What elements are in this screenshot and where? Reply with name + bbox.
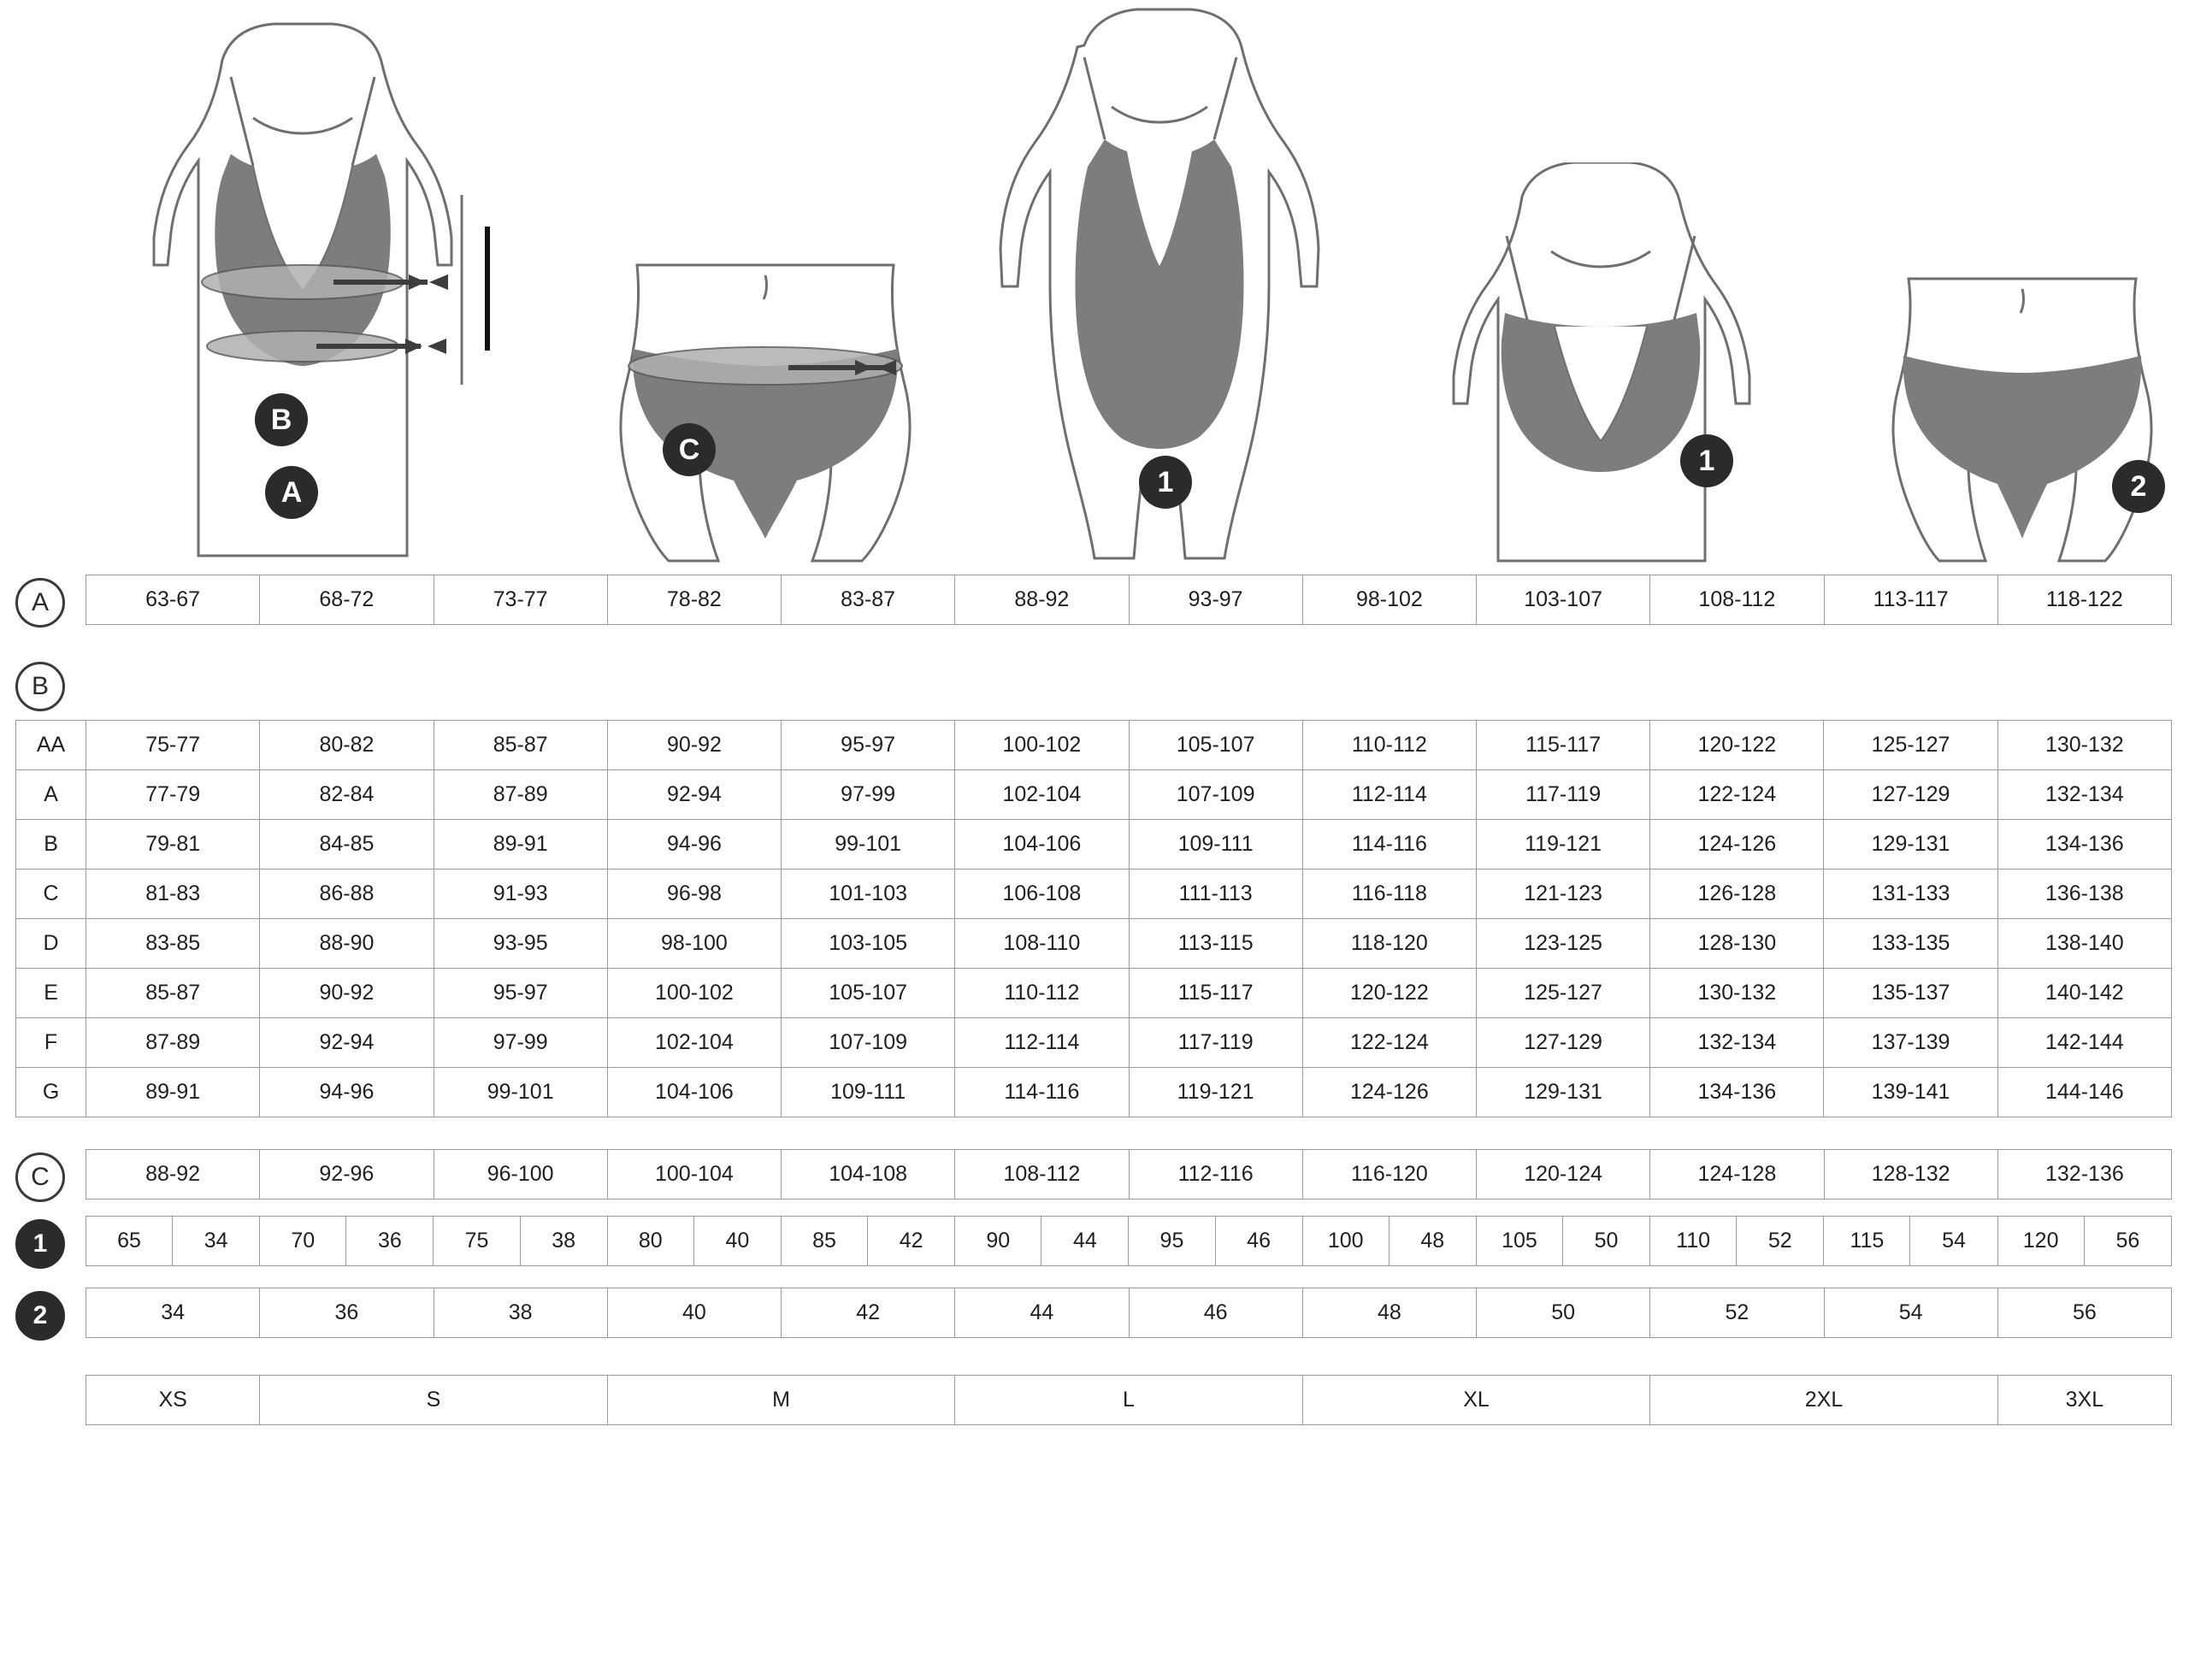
cup-label: B bbox=[16, 820, 86, 869]
cell-1-0b: 34 bbox=[173, 1217, 260, 1266]
cell-b-0-8: 115-117 bbox=[1476, 721, 1649, 770]
cell-b-0-11: 130-132 bbox=[1997, 721, 2171, 770]
cell-b-5-2: 95-97 bbox=[434, 969, 607, 1018]
table-row bbox=[16, 1018, 2172, 1068]
cell-size-s: S bbox=[260, 1376, 608, 1425]
badge-1-bra: 1 bbox=[1680, 434, 1733, 487]
cell-a-2: 73-77 bbox=[434, 575, 607, 625]
cell-b-6-5: 112-114 bbox=[955, 1018, 1129, 1068]
cell-a-0: 63-67 bbox=[86, 575, 260, 625]
cell-size-2xl: 2XL bbox=[1650, 1376, 1998, 1425]
cell-b-4-7: 118-120 bbox=[1302, 919, 1476, 969]
cell-b-6-9: 132-134 bbox=[1650, 1018, 1824, 1068]
cell-b-4-11: 138-140 bbox=[1997, 919, 2171, 969]
table-row bbox=[16, 869, 2172, 919]
cup-label: AA bbox=[16, 721, 86, 770]
cell-b-7-7: 124-126 bbox=[1302, 1068, 1476, 1117]
cell-b-7-0: 89-91 bbox=[86, 1068, 260, 1117]
cell-a-11: 118-122 bbox=[1997, 575, 2171, 625]
row-c-wrap bbox=[0, 1122, 2189, 1209]
cup-label: A bbox=[16, 770, 86, 820]
cell-b-6-3: 102-104 bbox=[607, 1018, 781, 1068]
cell-b-4-3: 98-100 bbox=[607, 919, 781, 969]
cell-b-1-9: 122-124 bbox=[1650, 770, 1824, 820]
cell-a-7: 98-102 bbox=[1302, 575, 1476, 625]
cell-2-9: 52 bbox=[1650, 1288, 1824, 1338]
cell-b-2-0: 79-81 bbox=[86, 820, 260, 869]
row-a-wrap bbox=[0, 564, 2189, 641]
cell-b-3-6: 111-113 bbox=[1129, 869, 1302, 919]
cell-2-2: 38 bbox=[434, 1288, 607, 1338]
table-letter-sizes bbox=[86, 1375, 2172, 1425]
table-row bbox=[86, 1376, 2172, 1425]
cell-b-1-7: 112-114 bbox=[1302, 770, 1476, 820]
cell-a-5: 88-92 bbox=[955, 575, 1129, 625]
cell-2-11: 56 bbox=[1997, 1288, 2171, 1338]
bust-underbust-figure bbox=[103, 9, 504, 564]
cell-b-2-4: 99-101 bbox=[782, 820, 955, 869]
cell-b-2-6: 109-111 bbox=[1129, 820, 1302, 869]
cell-b-6-6: 117-119 bbox=[1129, 1018, 1302, 1068]
figures-illustrations bbox=[0, 0, 2189, 564]
side-badge-c: C bbox=[15, 1152, 65, 1202]
cell-b-6-10: 137-139 bbox=[1824, 1018, 1997, 1068]
cell-b-3-2: 91-93 bbox=[434, 869, 607, 919]
cell-a-10: 113-117 bbox=[1824, 575, 1997, 625]
cell-b-2-9: 124-126 bbox=[1650, 820, 1824, 869]
cell-1-4b: 42 bbox=[868, 1217, 955, 1266]
cell-c-10: 128-132 bbox=[1824, 1150, 1997, 1200]
cell-b-4-1: 88-90 bbox=[260, 919, 434, 969]
cell-2-7: 48 bbox=[1302, 1288, 1476, 1338]
cell-1-6b: 46 bbox=[1215, 1217, 1302, 1266]
cell-a-4: 83-87 bbox=[782, 575, 955, 625]
cell-b-1-4: 97-99 bbox=[782, 770, 955, 820]
cell-a-3: 78-82 bbox=[607, 575, 781, 625]
cell-b-0-4: 95-97 bbox=[782, 721, 955, 770]
cup-label: G bbox=[16, 1068, 86, 1117]
cell-c-6: 112-116 bbox=[1129, 1150, 1302, 1200]
badge-2-bottom: 2 bbox=[2112, 460, 2165, 513]
cell-2-10: 54 bbox=[1824, 1288, 1997, 1338]
cell-c-9: 124-128 bbox=[1650, 1150, 1824, 1200]
cell-b-7-11: 144-146 bbox=[1997, 1068, 2171, 1117]
cell-1-2a: 75 bbox=[434, 1217, 520, 1266]
hip-figure bbox=[590, 256, 941, 564]
cell-b-4-8: 123-125 bbox=[1476, 919, 1649, 969]
cell-size-m: M bbox=[607, 1376, 955, 1425]
cell-b-6-2: 97-99 bbox=[434, 1018, 607, 1068]
cell-b-4-2: 93-95 bbox=[434, 919, 607, 969]
cell-c-5: 108-112 bbox=[955, 1150, 1129, 1200]
cell-c-1: 92-96 bbox=[260, 1150, 434, 1200]
side-badge-b: B bbox=[15, 662, 65, 711]
table-cup-sizes bbox=[15, 720, 2172, 1117]
cell-b-5-9: 130-132 bbox=[1650, 969, 1824, 1018]
badge-B-figure: B bbox=[255, 393, 308, 446]
cell-c-3: 100-104 bbox=[607, 1150, 781, 1200]
cell-1-5a: 90 bbox=[955, 1217, 1041, 1266]
cell-b-1-5: 102-104 bbox=[955, 770, 1129, 820]
table-row bbox=[16, 721, 2172, 770]
cell-2-0: 34 bbox=[86, 1288, 260, 1338]
table-row bbox=[16, 919, 2172, 969]
cell-b-6-7: 122-124 bbox=[1302, 1018, 1476, 1068]
cell-b-5-8: 125-127 bbox=[1476, 969, 1649, 1018]
cell-1-1b: 36 bbox=[346, 1217, 434, 1266]
cell-b-3-3: 96-98 bbox=[607, 869, 781, 919]
badge-C-figure: C bbox=[663, 423, 716, 476]
cell-1-3a: 80 bbox=[607, 1217, 693, 1266]
cell-b-1-2: 87-89 bbox=[434, 770, 607, 820]
cell-b-5-6: 115-117 bbox=[1129, 969, 1302, 1018]
cell-a-8: 103-107 bbox=[1477, 575, 1650, 625]
row-2-wrap bbox=[0, 1277, 2189, 1351]
cell-b-3-7: 116-118 bbox=[1302, 869, 1476, 919]
cell-b-4-6: 113-115 bbox=[1129, 919, 1302, 969]
cell-2-3: 40 bbox=[607, 1288, 781, 1338]
cell-b-6-1: 92-94 bbox=[260, 1018, 434, 1068]
bottom-figure bbox=[1873, 274, 2172, 564]
cell-b-1-11: 132-134 bbox=[1997, 770, 2171, 820]
cell-2-1: 36 bbox=[260, 1288, 434, 1338]
cell-b-6-0: 87-89 bbox=[86, 1018, 260, 1068]
cell-b-6-11: 142-144 bbox=[1997, 1018, 2171, 1068]
cell-b-3-1: 86-88 bbox=[260, 869, 434, 919]
cell-b-0-2: 85-87 bbox=[434, 721, 607, 770]
cell-b-5-0: 85-87 bbox=[86, 969, 260, 1018]
cell-b-1-0: 77-79 bbox=[86, 770, 260, 820]
cell-1-8b: 50 bbox=[1562, 1217, 1649, 1266]
cell-b-5-7: 120-122 bbox=[1302, 969, 1476, 1018]
side-badge-a: A bbox=[15, 578, 65, 628]
cell-b-4-5: 108-110 bbox=[955, 919, 1129, 969]
table-row bbox=[16, 969, 2172, 1018]
cell-b-2-1: 84-85 bbox=[260, 820, 434, 869]
cell-b-5-10: 135-137 bbox=[1824, 969, 1997, 1018]
cell-b-7-10: 139-141 bbox=[1824, 1068, 1997, 1117]
badge-1-swimsuit: 1 bbox=[1139, 456, 1192, 509]
cell-b-2-7: 114-116 bbox=[1302, 820, 1476, 869]
cell-b-7-3: 104-106 bbox=[607, 1068, 781, 1117]
cell-c-0: 88-92 bbox=[86, 1150, 260, 1200]
cell-c-7: 116-120 bbox=[1302, 1150, 1476, 1200]
cell-b-2-3: 94-96 bbox=[607, 820, 781, 869]
cell-b-4-9: 128-130 bbox=[1650, 919, 1824, 969]
cell-b-7-1: 94-96 bbox=[260, 1068, 434, 1117]
cell-2-4: 42 bbox=[782, 1288, 955, 1338]
cell-b-1-10: 127-129 bbox=[1824, 770, 1997, 820]
table-row bbox=[86, 1217, 2172, 1266]
cell-b-3-11: 136-138 bbox=[1997, 869, 2171, 919]
cup-label: E bbox=[16, 969, 86, 1018]
cell-b-3-5: 106-108 bbox=[955, 869, 1129, 919]
cell-b-5-1: 90-92 bbox=[260, 969, 434, 1018]
cell-1-9b: 52 bbox=[1737, 1217, 1824, 1266]
cell-b-5-11: 140-142 bbox=[1997, 969, 2171, 1018]
cell-1-10b: 54 bbox=[1910, 1217, 1997, 1266]
cell-b-3-10: 131-133 bbox=[1824, 869, 1997, 919]
table-row-1 bbox=[86, 1216, 2172, 1266]
cell-size-xl: XL bbox=[1302, 1376, 1650, 1425]
table-row bbox=[86, 1288, 2172, 1338]
table-row bbox=[16, 820, 2172, 869]
table-row-c bbox=[86, 1149, 2172, 1200]
cell-b-4-10: 133-135 bbox=[1824, 919, 1997, 969]
cell-1-9a: 110 bbox=[1650, 1217, 1737, 1266]
cell-1-7b: 48 bbox=[1389, 1217, 1476, 1266]
cell-1-11b: 56 bbox=[2084, 1217, 2171, 1266]
cell-b-0-5: 100-102 bbox=[955, 721, 1129, 770]
table-row-2 bbox=[86, 1288, 2172, 1338]
cell-1-2b: 38 bbox=[520, 1217, 607, 1266]
row-1-wrap bbox=[0, 1209, 2189, 1277]
cup-label: C bbox=[16, 869, 86, 919]
cell-b-7-2: 99-101 bbox=[434, 1068, 607, 1117]
cell-1-1a: 70 bbox=[260, 1217, 346, 1266]
cell-b-0-9: 120-122 bbox=[1650, 721, 1824, 770]
cell-b-0-1: 80-82 bbox=[260, 721, 434, 770]
cell-b-7-4: 109-111 bbox=[782, 1068, 955, 1117]
cell-1-7a: 100 bbox=[1302, 1217, 1389, 1266]
cell-b-2-2: 89-91 bbox=[434, 820, 607, 869]
cell-b-0-6: 105-107 bbox=[1129, 721, 1302, 770]
cell-size-3xl: 3XL bbox=[1997, 1376, 2171, 1425]
cell-c-4: 104-108 bbox=[782, 1150, 955, 1200]
cell-b-5-3: 100-102 bbox=[607, 969, 781, 1018]
cell-b-7-8: 129-131 bbox=[1476, 1068, 1649, 1117]
cell-1-0a: 65 bbox=[86, 1217, 173, 1266]
cell-b-6-8: 127-129 bbox=[1476, 1018, 1649, 1068]
cell-1-6a: 95 bbox=[1129, 1217, 1215, 1266]
cell-2-6: 46 bbox=[1129, 1288, 1302, 1338]
cell-b-6-4: 107-109 bbox=[782, 1018, 955, 1068]
cell-a-1: 68-72 bbox=[260, 575, 434, 625]
cell-1-5b: 44 bbox=[1041, 1217, 1129, 1266]
cell-b-7-9: 134-136 bbox=[1650, 1068, 1824, 1117]
table-row bbox=[86, 1150, 2172, 1200]
cell-b-3-9: 126-128 bbox=[1650, 869, 1824, 919]
table-row-a bbox=[86, 575, 2172, 625]
cell-b-7-6: 119-121 bbox=[1129, 1068, 1302, 1117]
cell-b-2-8: 119-121 bbox=[1476, 820, 1649, 869]
cell-b-0-3: 90-92 bbox=[607, 721, 781, 770]
cell-a-9: 108-112 bbox=[1650, 575, 1824, 625]
cell-b-4-0: 83-85 bbox=[86, 919, 260, 969]
cell-b-7-5: 114-116 bbox=[955, 1068, 1129, 1117]
table-row bbox=[16, 1068, 2172, 1117]
table-row bbox=[16, 770, 2172, 820]
cell-b-4-4: 103-105 bbox=[782, 919, 955, 969]
cell-b-1-3: 92-94 bbox=[607, 770, 781, 820]
cell-b-0-0: 75-77 bbox=[86, 721, 260, 770]
cell-c-8: 120-124 bbox=[1477, 1150, 1650, 1200]
cell-c-2: 96-100 bbox=[434, 1150, 607, 1200]
cell-b-0-7: 110-112 bbox=[1302, 721, 1476, 770]
side-badge-1: 1 bbox=[15, 1219, 65, 1269]
cell-b-1-8: 117-119 bbox=[1476, 770, 1649, 820]
cup-label: F bbox=[16, 1018, 86, 1068]
cell-b-1-6: 107-109 bbox=[1129, 770, 1302, 820]
cell-b-5-4: 105-107 bbox=[782, 969, 955, 1018]
cup-label: D bbox=[16, 919, 86, 969]
row-letter-wrap bbox=[0, 1351, 2189, 1445]
cell-b-3-8: 121-123 bbox=[1476, 869, 1649, 919]
row-b-wrap bbox=[0, 720, 2189, 1122]
cell-b-1-1: 82-84 bbox=[260, 770, 434, 820]
cell-b-5-5: 110-112 bbox=[955, 969, 1129, 1018]
bra-top-figure bbox=[1402, 162, 1804, 564]
cell-b-0-10: 125-127 bbox=[1824, 721, 1997, 770]
cell-1-11a: 120 bbox=[1997, 1217, 2084, 1266]
cell-1-4a: 85 bbox=[781, 1217, 867, 1266]
cell-b-3-0: 81-83 bbox=[86, 869, 260, 919]
cell-b-2-11: 134-136 bbox=[1997, 820, 2171, 869]
cell-b-2-10: 129-131 bbox=[1824, 820, 1997, 869]
cell-1-8a: 105 bbox=[1476, 1217, 1562, 1266]
row-b-badge-wrap bbox=[0, 641, 2189, 720]
side-badge-2: 2 bbox=[15, 1291, 65, 1341]
cell-c-11: 132-136 bbox=[1997, 1150, 2171, 1200]
table-row bbox=[86, 575, 2172, 625]
cell-1-3b: 40 bbox=[693, 1217, 781, 1266]
cell-2-8: 50 bbox=[1477, 1288, 1650, 1338]
cell-size-xs: XS bbox=[86, 1376, 260, 1425]
cell-1-10a: 115 bbox=[1824, 1217, 1910, 1266]
cell-b-3-4: 101-103 bbox=[782, 869, 955, 919]
badge-A-figure: A bbox=[265, 466, 318, 519]
cell-size-l: L bbox=[955, 1376, 1303, 1425]
cell-2-5: 44 bbox=[955, 1288, 1129, 1338]
swimsuit-figure bbox=[975, 4, 1342, 564]
cell-b-2-5: 104-106 bbox=[955, 820, 1129, 869]
cell-a-6: 93-97 bbox=[1129, 575, 1302, 625]
